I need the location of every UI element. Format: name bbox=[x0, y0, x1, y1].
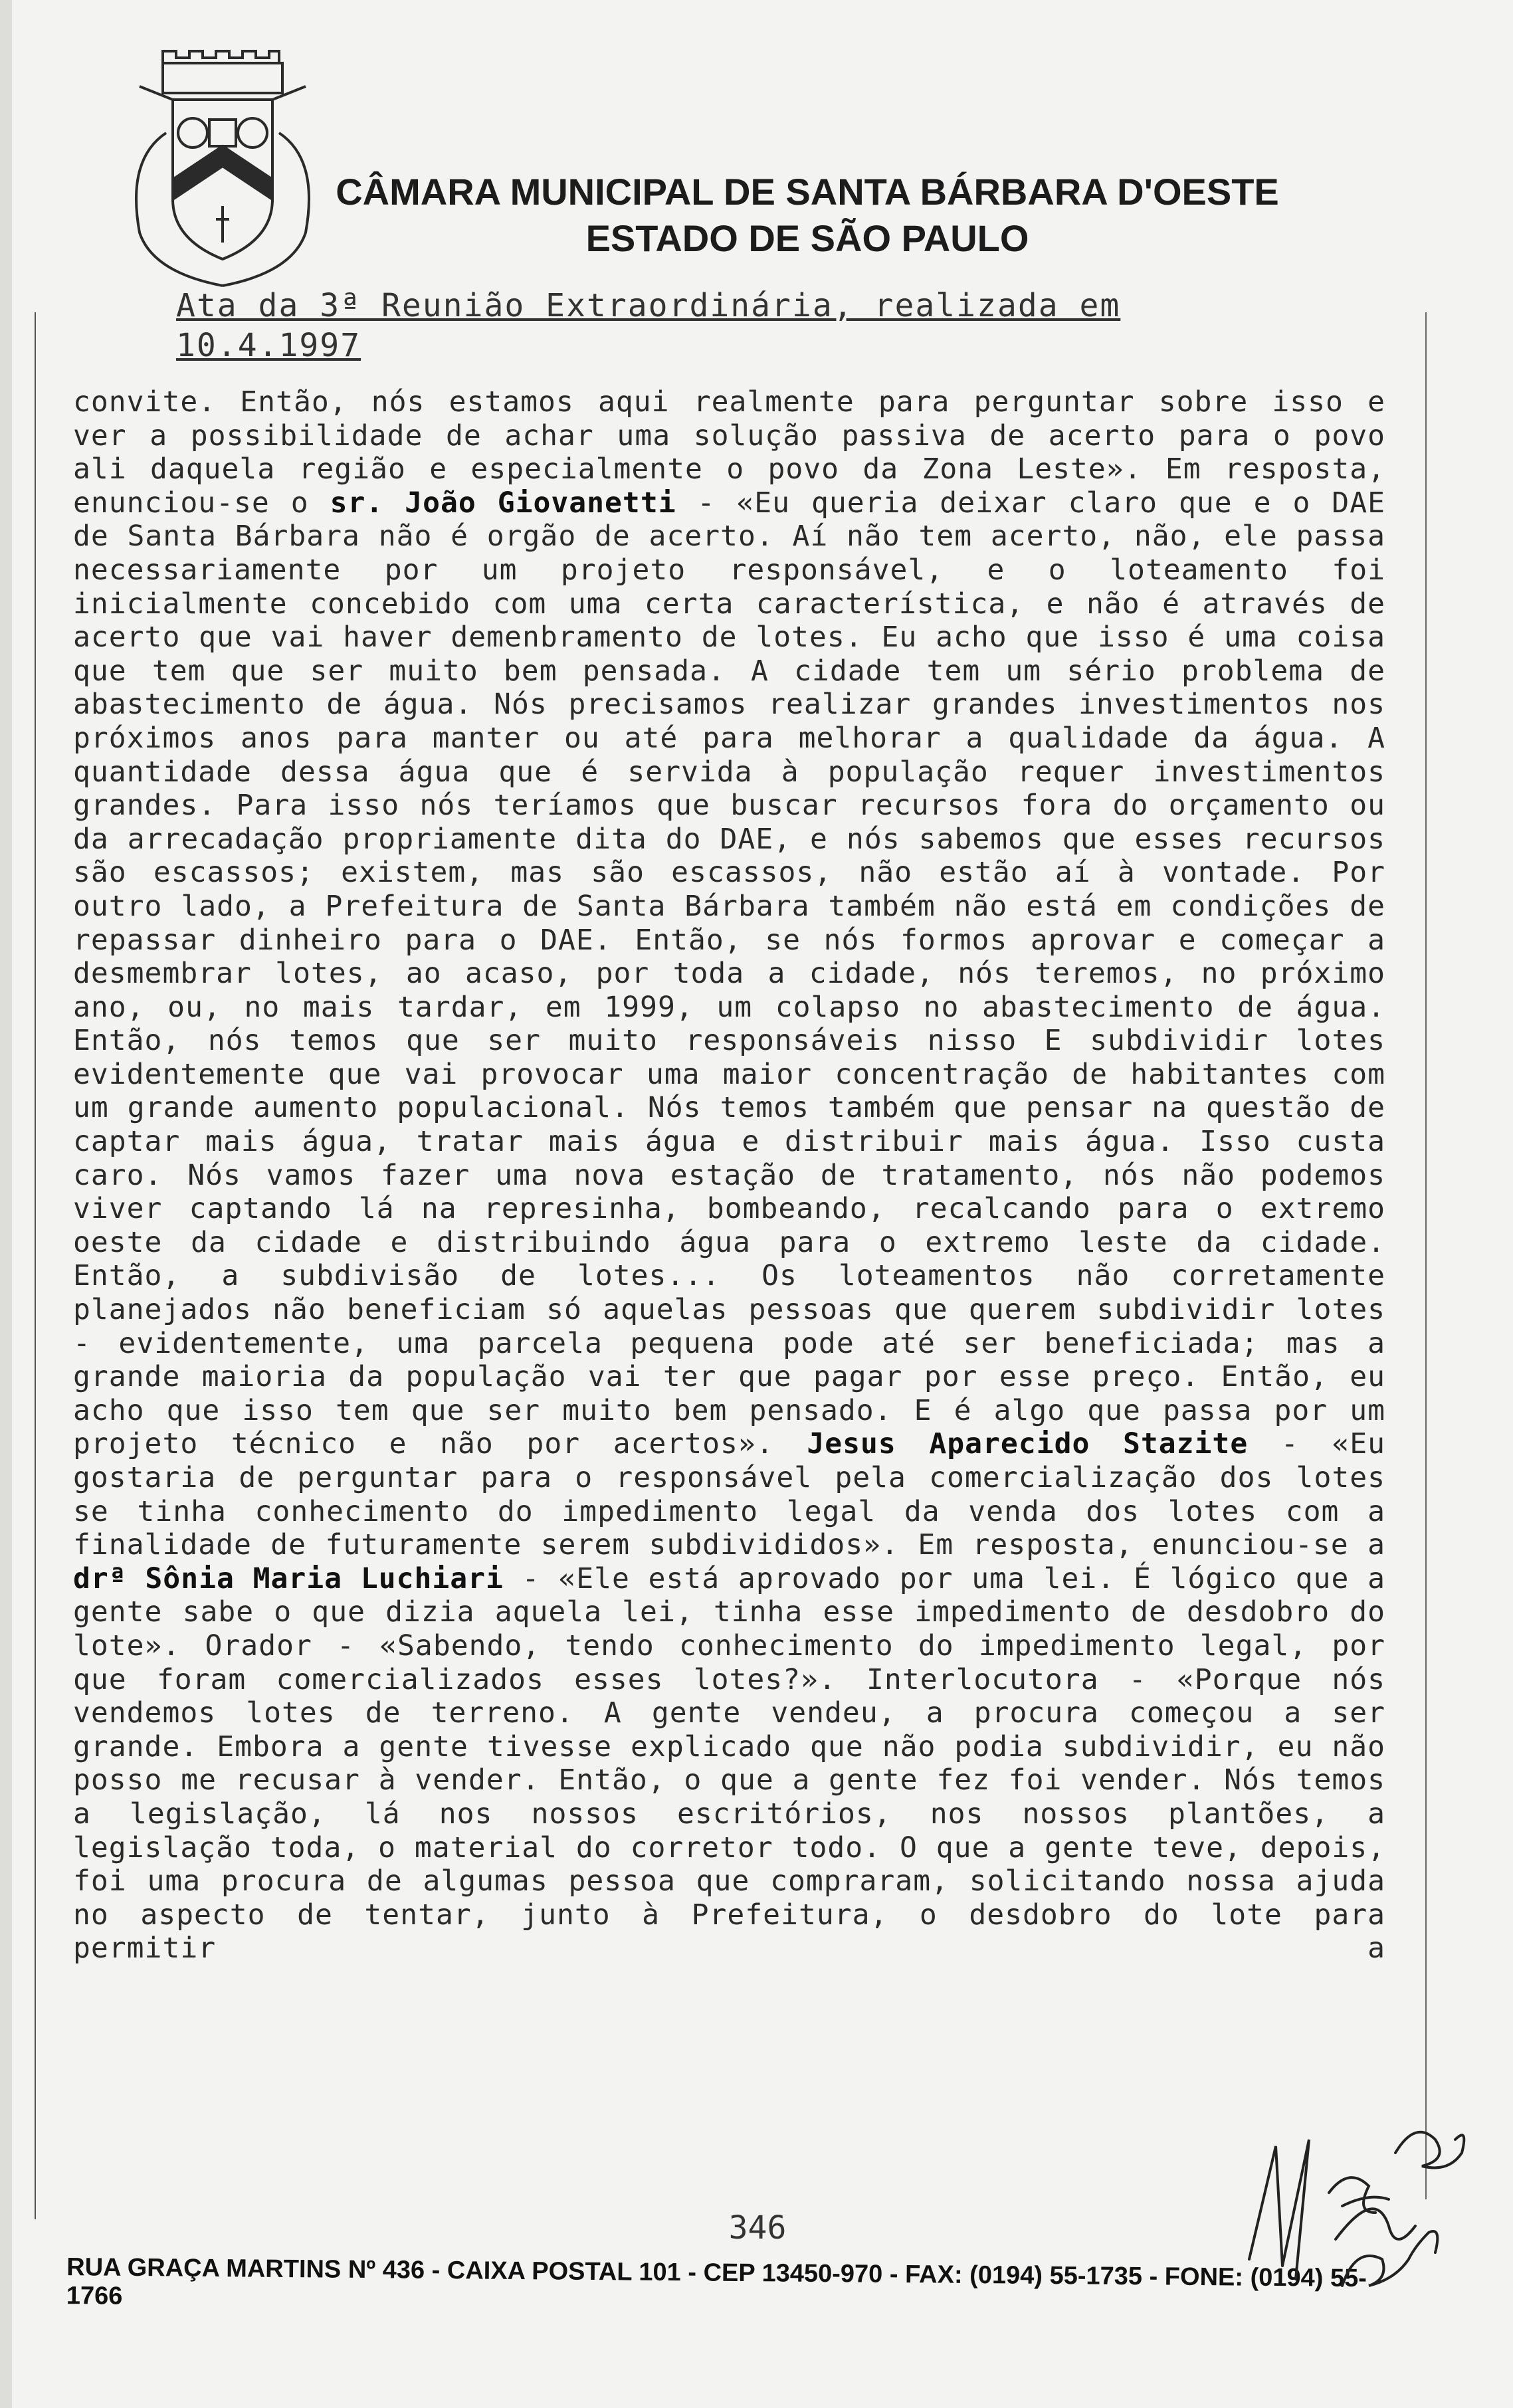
body-text-part-2: - «Eu queria deixar claro que e o DAE de Santa Bárbara não é orgão de acerto. Aí não tem acerto, não, ele passa necessariamente por um projeto responsável, e o loteamento foi inicialmente concebido com uma certa característica, e não é através de acerto que vai haver demenbramento de lotes. Eu acho que isso é uma coisa que tem que ser muito bem pensada. A cidade tem um sério problema de abastecimento de água. Nós precisamos realizar grandes investimentos nos próximos anos para manter ou até para melhorar a qualidade da água. A quantidade dessa água que é servida à população requer investimentos grandes. Para isso nós teríamos que buscar recursos fora do orçamento ou da arrecadação propriamente dita do DAE, e nós sabemos que esses recursos são escassos; existem, mas são escassos, não estão aí à vontade. Por outro lado, a Prefeitura de Santa Bárbara também não está em condições de repassar dinheiro para o DAE. Então, se nós formos aprovar e começar a desmembrar lotes, ao acaso, por toda a cidade, nós teremos, no próximo ano, ou, no mais tardar, em 1999, um colapso no abastecimento de água. Então, nós temos que ser muito responsáveis nisso E subdividir lotes evidentemente que vai provocar uma maior concentração de habitantes com um grande aumento populacional. Nós temos também que pensar na questão de captar mais água, tratar mais água e distribuir mais água. Isso custa caro. Nós vamos fazer uma nova estação de tratamento, nós não podemos viver captando lá na represinha, bombeando, recalcando para o extremo oeste da cidade e distribuindo água para o extremo leste da cidade. Então, a subdivisão de lotes... Os loteamentos não corretamente planejados não beneficiam só aquelas pessoas que querem subdividir lotes - evidentemente, uma parcela pequena pode até ser beneficiada; mas a grande maioria da população vai ter que pagar por esse preço. Então, eu acho que isso tem que ser muito bem pensado. E é algo que passa por um projeto técnico e não por acertos». bbox=[73, 486, 1385, 1461]
signature-icon bbox=[1236, 2093, 1502, 2312]
minutes-body bbox=[73, 385, 1385, 1965]
margin-line bbox=[35, 312, 36, 2219]
minutes-paragraph bbox=[73, 385, 1385, 1965]
body-text-part-3: - «Eu gostaria de perguntar para o responsável pela comercialização dos lotes se tinha conhecimento do impedimento legal da venda dos lotes com a finalidade de futuramente serem subdivididos». Em resposta, enunciou-se a bbox=[73, 1427, 1385, 1562]
footer-address: RUA GRAÇA MARTINS Nº 436 - CAIXA POSTAL 101 - CEP 13450-970 - FAX: (0194) 55-1735 - FONE: (0194) 55-1766 bbox=[66, 2253, 1367, 2310]
ata-heading: Ata da 3ª Reunião Extraordinária, realizada em 10.4.1997 bbox=[176, 287, 1121, 364]
header-title: CÂMARA MUNICIPAL DE SANTA BÁRBARA D'OESTE bbox=[336, 171, 1279, 213]
speaker-name: drª Sônia Maria Luchiari bbox=[73, 1561, 504, 1595]
right-margin-line bbox=[1425, 312, 1427, 2199]
speaker-name: Jesus Aparecido Stazite bbox=[807, 1427, 1249, 1461]
speaker-name: sr. João Giovanetti bbox=[330, 486, 676, 520]
body-text-part-4: - «Ele está aprovado por uma lei. É lógico que a gente sabe o que dizia aquela lei, tinha esse impedimento de desdobro do lote». Orador - «Sabendo, tendo conhecimento do impedimento legal, por que foram comercializados esses lotes?». Interlocutora - «Porque nós vendemos lotes de terreno. A gente vendeu, a procura começou a ser grande. Embora a gente tivesse explicado que não podia subdividir, eu não posso me recusar à vender. Então, o que a gente fez foi vender. Nós temos a legislação, lá nos nossos escritórios, nos nossos plantões, a legislação toda, o material do corretor todo. O que a gente teve, depois, foi uma procura de algumas pessoa que compraram, solicitando nossa ajuda no aspecto de tentar, junto à Prefeitura, o desdobro do lote para permitir a bbox=[73, 1561, 1385, 1965]
header-subtitle: ESTADO DE SÃO PAULO bbox=[585, 217, 1029, 259]
body-text-part-1: convite. Então, nós estamos aqui realmente para perguntar sobre isso e ver a possibilidade de achar uma solução passiva de acerto para o povo ali daquela região e especialmente o povo da Zona Leste». Em resposta, enunciou-se o bbox=[73, 385, 1385, 520]
page-edge bbox=[0, 0, 12, 2408]
page-number: 346 bbox=[728, 2209, 787, 2247]
